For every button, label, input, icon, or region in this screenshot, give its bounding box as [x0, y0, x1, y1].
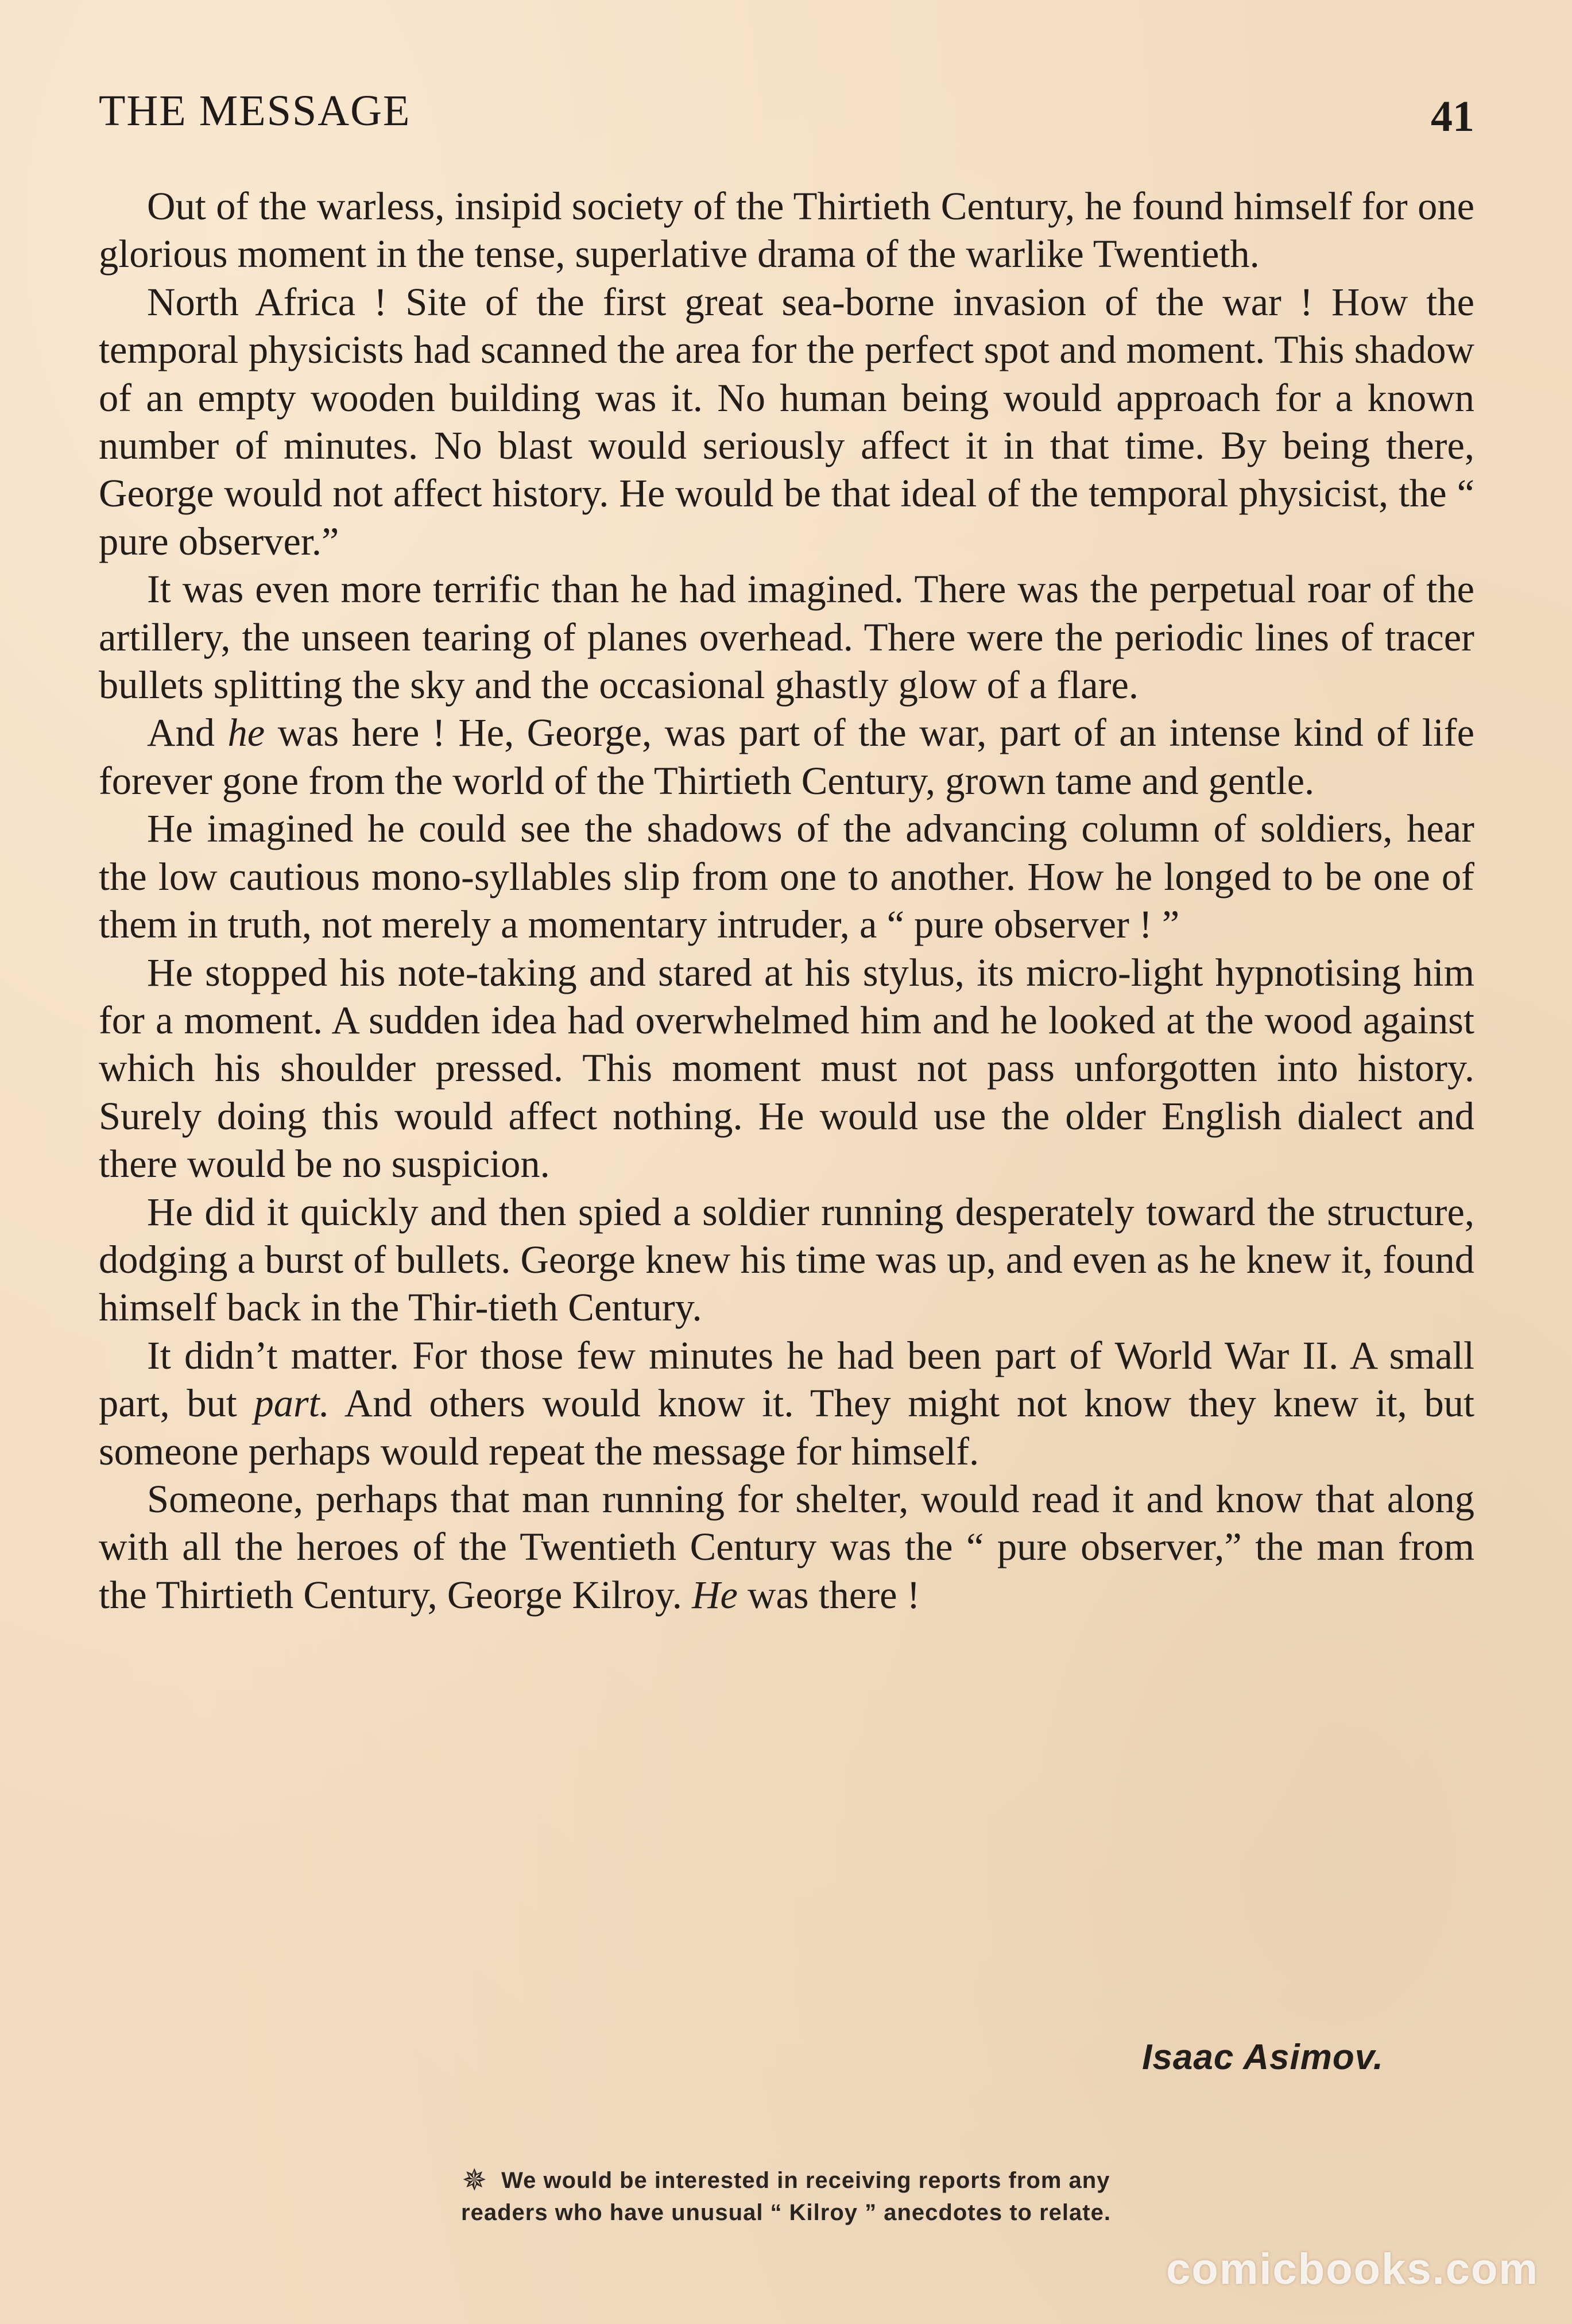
page-number: 41 [1431, 92, 1474, 141]
footnote-line [0, 2164, 1572, 2197]
paragraph-text: was here ! He, George, was part of the war, part of an intense kind of life forever gone from the world of the Thirtieth Century, grown tame and gentle. [99, 711, 1474, 803]
paragraph [99, 805, 1474, 948]
paragraph [99, 709, 1474, 805]
paragraph [99, 183, 1474, 278]
story-text [99, 183, 1474, 1619]
paragraph-text: It didn’t matter. For those few minutes he had been part of World War II. A small part, but [99, 1333, 1474, 1426]
paragraph-text: He stopped his note-taking and stared at his stylus, its micro-light hypnotising him for a moment. A sudden idea had overwhelmed him and he looked at the wood against which his shoulder pressed. This moment must not pass unforgotten into history. Surely doing this would affect nothing. He would use the older English dialect and there would be no suspicion. [99, 950, 1474, 1186]
footnote [0, 2164, 1572, 2229]
emphasis: he [227, 711, 265, 755]
footnote-text: We would be interested in receiving reports from any [501, 2168, 1110, 2193]
paragraph [99, 1332, 1474, 1475]
paragraph-text: And [147, 711, 228, 755]
emphasis: part. [254, 1381, 330, 1426]
paragraph [99, 1188, 1474, 1332]
paragraph-text: He did it quickly and then spied a soldier running desperately toward the structure, dodging a burst of bullets. George knew his time was up, and even as he knew it, found himself back in the Thir-tieth Century. [99, 1190, 1474, 1330]
footnote-line: readers who have unusual “ Kilroy ” anecdotes to relate. [461, 2200, 1111, 2225]
paragraph [99, 949, 1474, 1188]
running-head: THE MESSAGE [99, 87, 411, 135]
paragraph-text: And others would know it. They might not know they knew it, but someone perhaps would repeat the message for himself. [99, 1381, 1474, 1473]
paragraph-text: He imagined he could see the shadows of the advancing column of soldiers, hear the low cautious mono-syllables slip from one to another. How he longed to be one of them in truth, not merely a momentary intruder, a “ pure observer ! ” [99, 807, 1474, 947]
emphasis: He [692, 1572, 738, 1617]
watermark: comicbooks.com [1166, 2245, 1539, 2294]
paragraph [99, 1475, 1474, 1619]
paragraph-text: Out of the warless, insipid society of the Thirtieth Century, he found himself for one glorious moment in the tense, superlative drama of the warlike Twentieth. [99, 184, 1474, 276]
asterisk-icon: ✵ [462, 2164, 488, 2197]
paragraph-text: Someone, perhaps that man running for shelter, would read it and know that along with all the heroes of the Twentieth Century was the “ pure observer,” the man from the Thirtieth Century, George Kilroy. [99, 1477, 1474, 1617]
paragraph-text: North Africa ! Site of the first great sea-borne invasion of the war ! How the temporal physicists had scanned the area for the perfect spot and moment. This shadow of an empty wooden building was it. No human being would approach for a known number of minutes. No blast would seriously affect it in that time. By being there, George would not affect history. He would be that ideal of the temporal physicist, the “ pure observer.” [99, 280, 1474, 563]
paragraph-text: It was even more terrific than he had imagined. There was the perpetual roar of the artillery, the unseen tearing of planes overhead. There were the periodic lines of tracer bullets splitting the sky and the occasional ghastly glow of a flare. [99, 567, 1474, 707]
paragraph-text: was there ! [737, 1572, 920, 1617]
paragraph [99, 278, 1474, 565]
paragraph [99, 565, 1474, 709]
author-signature: Isaac Asimov. [1142, 2038, 1384, 2077]
